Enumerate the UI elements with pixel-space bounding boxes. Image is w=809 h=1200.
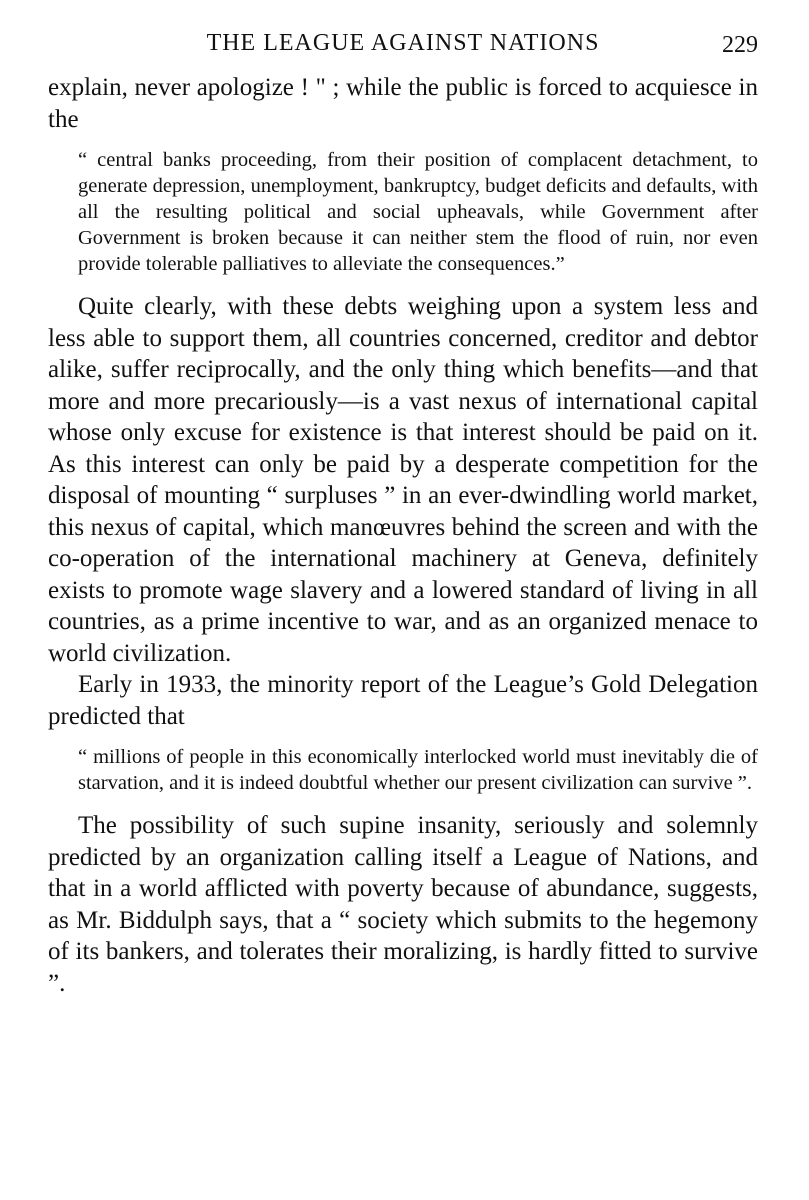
page-header <box>48 28 758 72</box>
block-quote-starvation: “ millions of people in this economically interlocked world must inevitably die of starvation, and it is indeed doubtful whether our present civilization can survive ”. <box>78 746 758 794</box>
paragraph-gold-delegation: Early in 1933, the minority report of the League’s Gold Delegation predicted that <box>48 671 758 730</box>
running-title: THE LEAGUE AGAINST NATIONS <box>206 30 600 56</box>
block-quote-central-banks: “ central banks proceeding, from their position of complacent detachment, to generate depression, unemployment, bankruptcy, budget deficits and defaults, with all the resulting political and social upheavals, while Government after Government is broken because it can neither stem the flood of ruin, nor even provide tolerable palliatives to alleviate the consequences.” <box>78 149 758 275</box>
paragraph-continuation: explain, never apologize ! " ; while the public is forced to acquiesce in the <box>48 74 758 133</box>
paragraph-supine-insanity: The possibility of such supine insanity, seriously and solemnly predicted by an organization calling itself a League of Nations, and that in a world afflicted with poverty because of abundance, suggests, as Mr. Biddulph says, that a “ society which submits to the hegemony of its bankers, and tolerates their moralizing, is hardly fitted to survive ”. <box>48 812 758 997</box>
paragraph-debts: Quite clearly, with these debts weighing upon a system less and less able to support them, all countries concerned, creditor and debtor alike, suffer reciprocally, and the only thing which benefits—and that more and more precariously—is a vast nexus of international capital whose only excuse for existence is that interest should be paid on it. As this interest can only be paid by a desperate competition for the disposal of mounting “ surpluses ” in an ever-dwindling world market, this nexus of capital, which manœuvres behind the screen and with the co-operation of the international machinery at Geneva, definitely exists to promote wage slavery and a lowered standard of living in all countries, as a prime incentive to war, and as an organized menace to world civilization. <box>48 293 758 667</box>
book-page <box>48 28 758 999</box>
page-number: 229 <box>722 32 758 58</box>
